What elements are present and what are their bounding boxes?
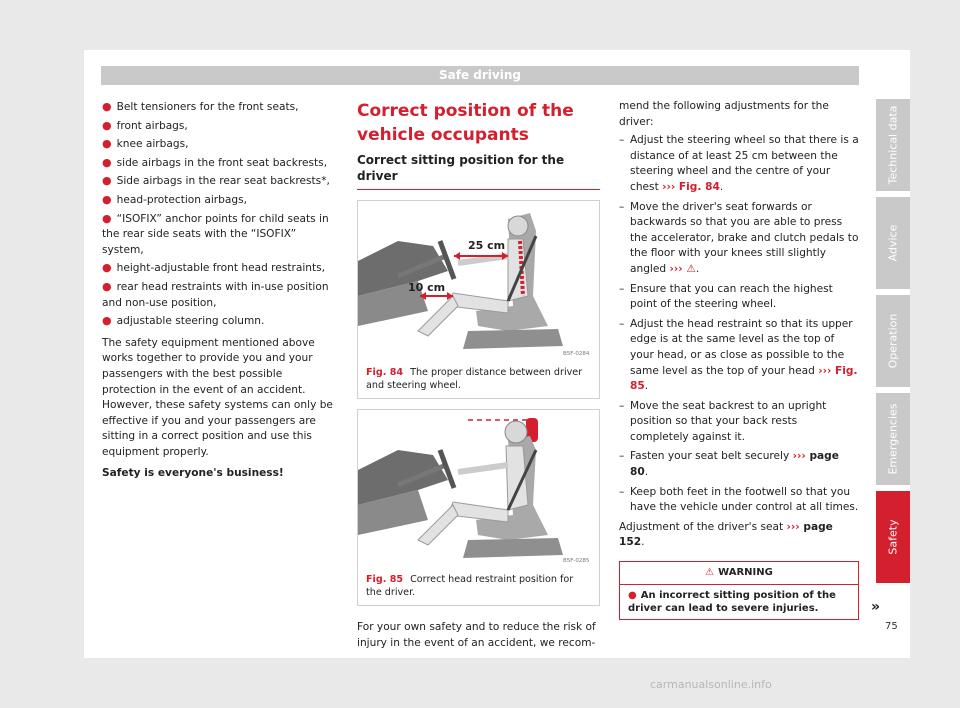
warning-text: ● An incorrect sitting position of the driver can lead to severe injuries. (628, 589, 836, 614)
column-right (619, 99, 880, 620)
bullet-icon: ● (102, 314, 112, 328)
figure-number: Fig. 84 (366, 367, 404, 379)
reference-link[interactable]: ››› Fig. 84 (662, 180, 720, 193)
bullet-icon: ● (102, 155, 112, 169)
list-item: – Keep both feet in the footwell so that you have the vehicle under control at all times. (619, 485, 859, 516)
bullet-icon: ● (102, 192, 112, 206)
intro-paragraph: The safety equipment mentioned above works together to provide you and your passengers with the best possible protection in the event of an accident. However, these safety systems can only be effective if you and your passengers are sitting in a correct position and use this equipment properly. (102, 336, 333, 458)
figure-caption: Fig. 84 The proper distance between driver and steering wheel. (366, 367, 583, 392)
section-subheading: Correct sitting position for the driver (357, 153, 600, 190)
adjustment-reference: Adjustment of the driver's seat ››› page 152. (619, 520, 833, 549)
distance-label-25: 25 cm (468, 239, 506, 253)
list-item: ● Belt tensioners for the front seats, (102, 100, 299, 113)
tab-emergencies[interactable]: Emergencies (876, 393, 910, 485)
page-number: 75 (885, 621, 898, 632)
bullet-icon: ● (102, 261, 112, 275)
page-header: Safe driving (101, 66, 859, 85)
tab-advice[interactable]: Advice (876, 197, 910, 289)
driver-distance-illustration (358, 201, 599, 361)
list-item: ● side airbags in the front seat backrests, (102, 155, 328, 169)
warning-box (619, 561, 880, 620)
list-item: ● knee airbags, (102, 137, 189, 151)
list-item: – Fasten your seat belt securely ››› page 80. (619, 449, 859, 480)
bullet-icon: ● (628, 589, 637, 601)
bullet-icon: ● (102, 279, 112, 293)
list-item: – Adjust the steering wheel so that there is a distance of at least 25 cm between the steering wheel and the centre of your chest ››› Fig. 84. (619, 133, 859, 195)
tab-technical-data[interactable]: Technical data (876, 99, 910, 191)
list-item: – Ensure that you can reach the highest point of the steering wheel. (619, 282, 859, 313)
continue-arrow-icon: » (870, 599, 880, 616)
list-item: ● “ISOFIX” anchor points for child seats in the rear side seats with the “ISOFIX” system, (102, 211, 329, 256)
list-item: ● Side airbags in the rear seat backrests*, (102, 174, 330, 188)
list-item: – Move the seat backrest to an upright position so that your back rests completely against it. (619, 399, 859, 446)
warning-icon: ⚠ (705, 567, 715, 579)
list-item: ● front airbags, (102, 118, 188, 132)
head-restraint-illustration (358, 410, 599, 568)
closing-statement: Safety is everyone's business! (102, 467, 284, 480)
bullet-icon: ● (102, 211, 112, 225)
watermark: carmanualsonline.info (650, 678, 772, 691)
body-paragraph: For your own safety and to reduce the risk of injury in the event of an accident, we recom- (357, 621, 596, 649)
bullet-icon: ● (102, 174, 112, 188)
intro-text: mend the following adjustments for the driver: (619, 100, 829, 128)
figure-caption: Fig. 85 Correct head restraint position for the driver. (366, 574, 574, 599)
bullet-icon: ● (102, 100, 112, 113)
distance-label-10: 10 cm (408, 281, 446, 295)
list-item: ● rear head restraints with in-use position and non-use position, (102, 279, 329, 309)
list-item: ● adjustable steering column. (102, 314, 265, 328)
figure-84 (357, 200, 600, 399)
bullet-icon: ● (102, 118, 112, 132)
figure-code: B5F-0284 (563, 351, 590, 358)
bullet-icon: ● (102, 137, 112, 151)
reference-link[interactable]: ››› page 152 (619, 520, 833, 549)
adjustment-list (619, 133, 859, 516)
figure-85 (357, 409, 600, 606)
list-item: – Move the driver's seat forwards or backwards so that you are able to press the accelerator, brake and clutch pedals to the floor with your knees still slightly angled ››› ⚠. (619, 200, 859, 278)
warning-icon: ⚠ (686, 262, 696, 275)
list-item: – Adjust the head restraint so that its upper edge is at the same level as the top of your head, or as close as possible to the same level as the top of your head ››› Fig. 85. (619, 317, 859, 395)
column-middle (357, 99, 600, 651)
reference-link[interactable]: ››› page 80 (630, 450, 839, 479)
figure-number: Fig. 85 (366, 574, 404, 586)
list-item: ● height-adjustable front head restraints, (102, 261, 326, 275)
warning-header: ⚠ WARNING (620, 562, 858, 585)
section-heading: Correct position of the vehicle occupants (357, 101, 574, 145)
tab-operation[interactable]: Operation (876, 295, 910, 387)
reference-link[interactable]: ››› ⚠ (669, 262, 696, 275)
reference-link[interactable]: ››› Fig. 85 (630, 364, 858, 393)
column-left (102, 99, 338, 482)
figure-code: B5F-0285 (563, 558, 590, 565)
list-item: ● head-protection airbags, (102, 192, 247, 206)
tab-safety[interactable]: Safety (876, 491, 910, 583)
